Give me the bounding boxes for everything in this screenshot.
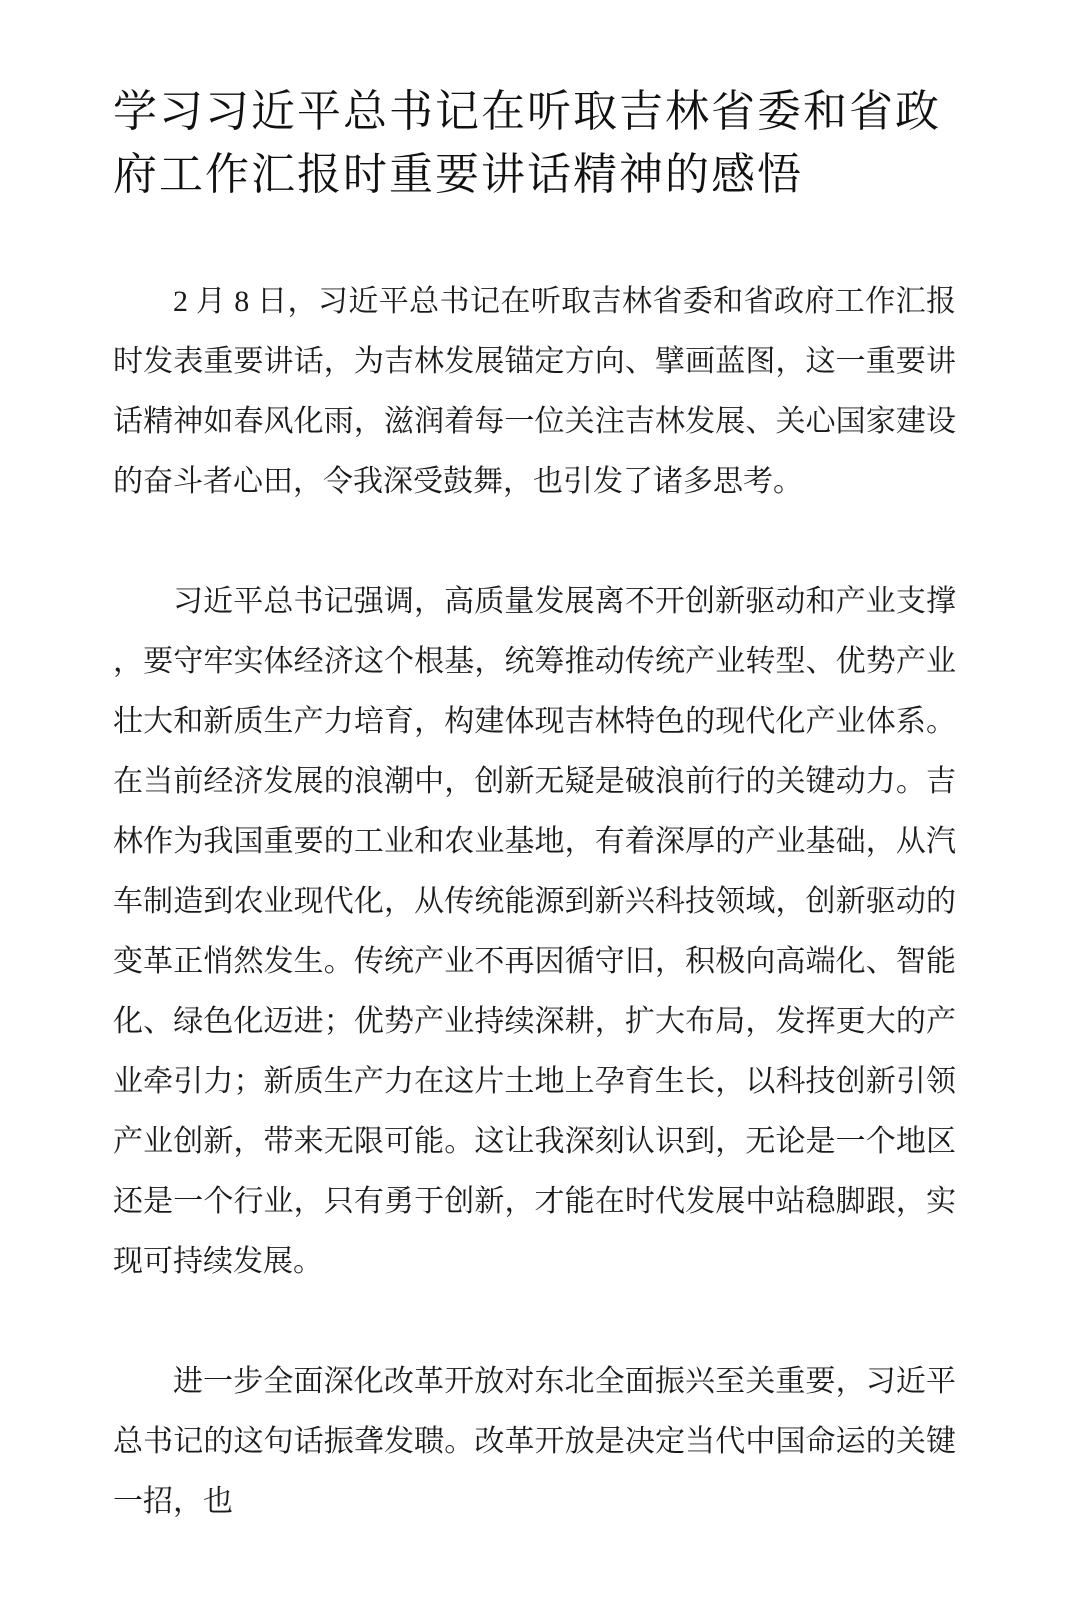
document-title: 学习习近平总书记在听取吉林省委和省政府工作汇报时重要讲话精神的感悟 [113, 87, 941, 199]
paragraph-intro: 2 月 8 日，习近平总书记在听取吉林省委和省政府工作汇报时发表重要讲话，为吉林发展锚定方向、擘画蓝图，这一重要讲话精神如春风化雨，滋润着每一位关注吉林发展、关心国家建设的奋斗者心田，令我深受鼓舞，也引发了诸多思考。 [113, 285, 956, 498]
paragraph-reform-opening: 进一步全面深化改革开放对东北全面振兴至关重要，习近平总书记的这句话振聋发聩。改革开放是决定当代中国命运的关键一招，也 [113, 1365, 956, 1518]
paragraph-innovation-industry: 习近平总书记强调，高质量发展离不开创新驱动和产业支撑 ，要守牢实体经济这个根基，统筹推动传统产业转型、优势产业壮大和新质生产力培育，构建体现吉林特色的现代化产业体系。在当前经济发展的浪潮中，创新无疑是破浪前行的关键动力。吉林作为我国重要的工业和农业基地，有着深厚的产业基础，从汽车制造到农业现代化，从传统能源到新兴科技领域，创新驱动的变革正悄然发生。传统产业不再因循守旧，积极向高端化、智能化、绿色化迈进；优势产业持续深耕，扩大布局，发挥更大的产业牵引力；新质生产力在这片土地上孕育生长，以科技创新引领产业创新，带来无限可能。这让我深刻认识到，无论是一个地区还是一个行业，只有勇于创新，才能在时代发展中站稳脚跟，实现可持续发展。 [113, 585, 956, 1278]
